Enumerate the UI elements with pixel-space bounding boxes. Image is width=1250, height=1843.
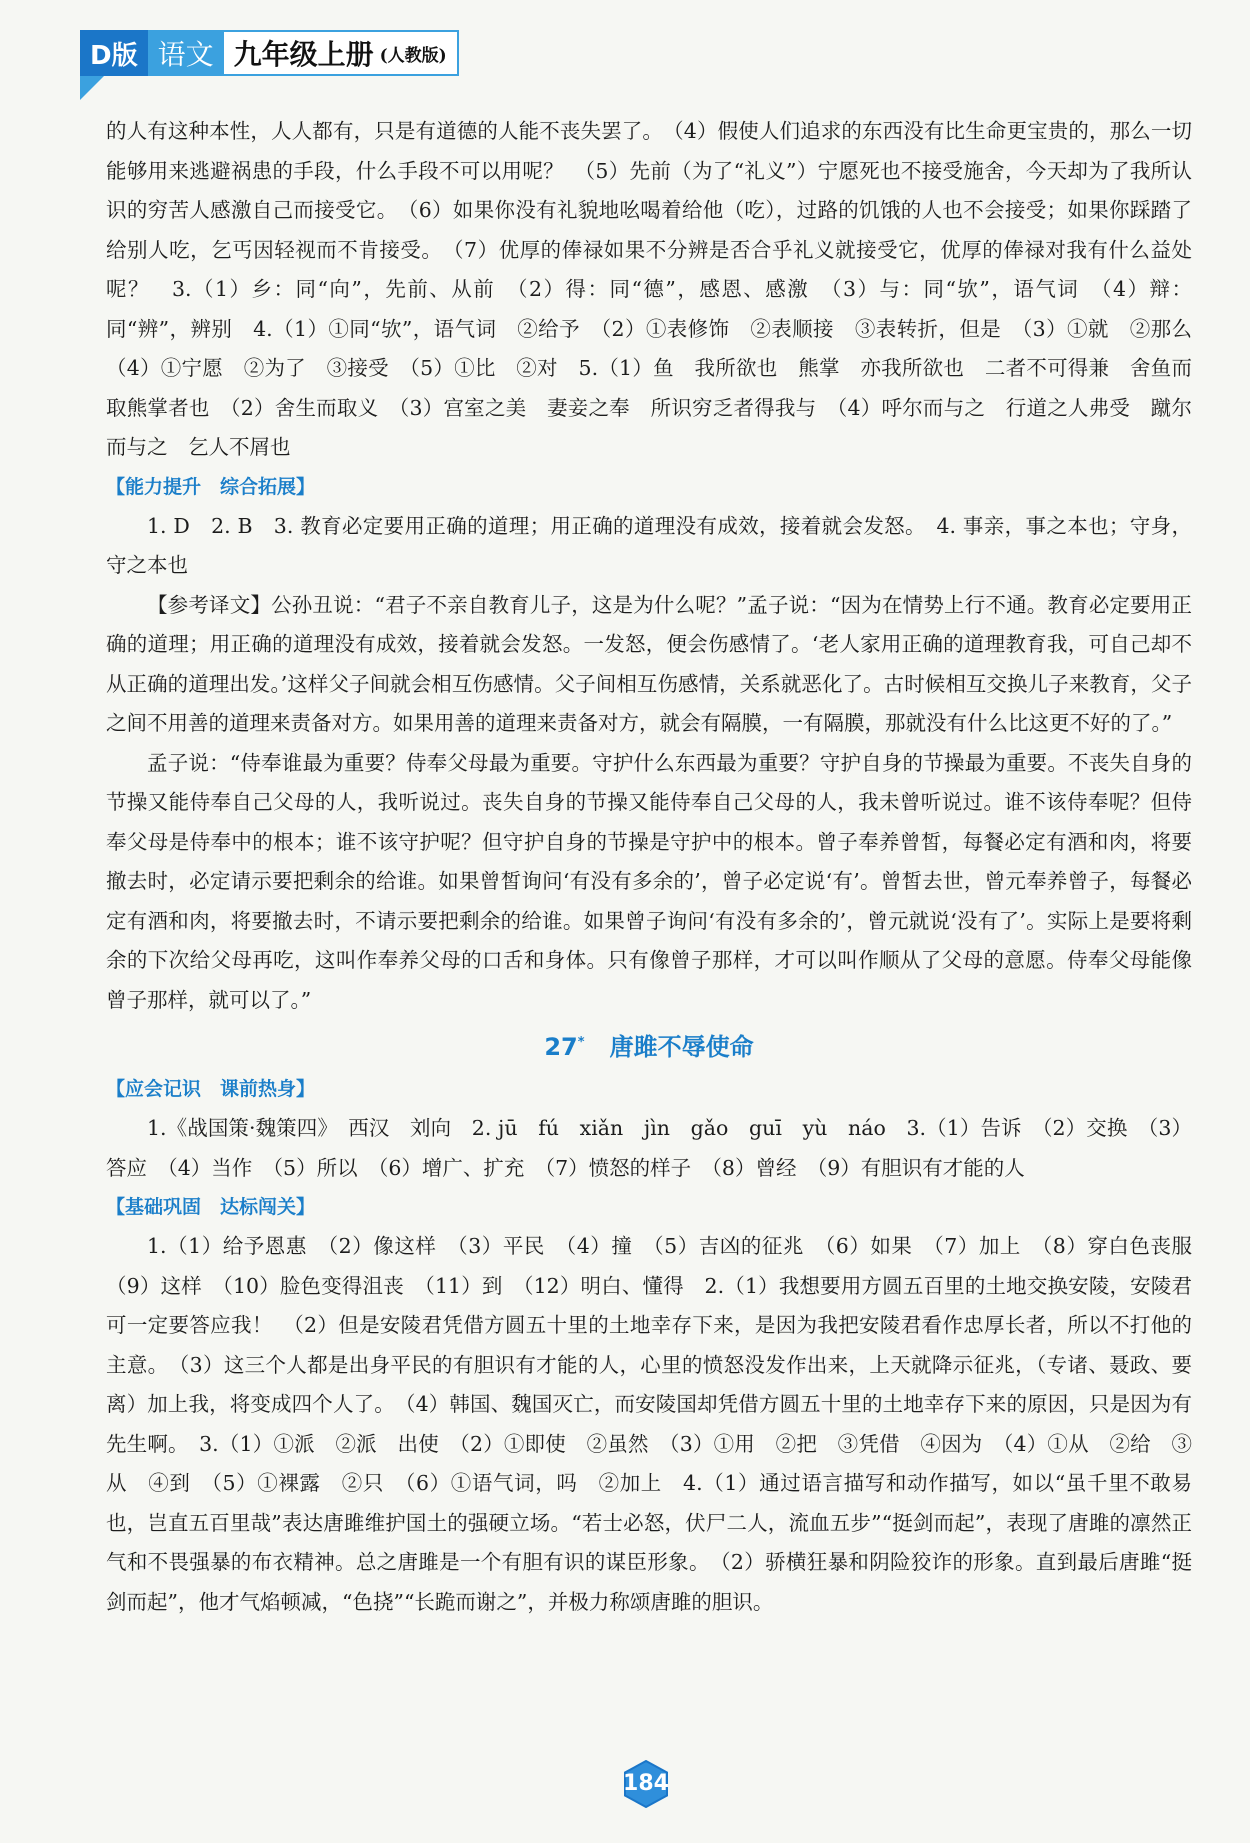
lesson-title: [106, 1020, 1192, 1070]
translation-paragraph-1: 【参考译文】公孙丑说：“君子不亲自教育儿子，这是为什么呢？”孟子说：“因为在情势上行不通。教育必定要用正确的道理；用正确的道理没有成效，接着就会发怒。一发怒，便会伤感情了。‘老人家用正确的道理教育我，可自己却不从正确的道理出发。’这样父子间就会相互伤感情。父子间相互伤感情，关系就恶化了。古时候相互交换儿子来教育，父子之间不用善的道理来责备对方。如果用善的道理来责备对方，就会有隔膜，一有隔膜，那就没有什么比这更不好的了。”: [106, 592, 1192, 735]
lesson-star: *: [577, 1035, 585, 1050]
answer-paragraph-1: 的人有这种本性，人人都有，只是有道德的人能不丧失罢了。 （4）假使人们追求的东西没有比生命更宝贵的，那么一切能够用来逃避祸患的手段，什么手段不可以用呢？ （5）先前（为了“礼义”）宁愿死也不接受施舍，今天却为了我所认识的穷苦人感激自己而接受它。 （6）如果你没有礼貌地吆喝着给他（吃），过路的饥饿的人也不会接受；如果你踩踏了给别人吃，乞丐因轻视而不肯接受。 （7）优厚的俸禄如果不分辨是否合乎礼义就接受它，优厚的俸禄对我有什么益处呢？ 3.（1）乡：同“向”，先前、从前 （2）得：同“德”，感恩、感激 （3）与：同“欤”，语气词 （4）辩：同“辨”，辨别 4.（1）①同“欤”，语气词 ②给予 （2）①表修饰 ②表顺接 ③表转折，但是 （3）①就 ②那么 （4）①宁愿 ②为了 ③接受 （5）①比 ②对 5.（1）鱼 我所欲也 熊掌 亦我所欲也 二者不可得兼 舍鱼而取熊掌者也 （2）舍生而取义 （3）宫室之美 妻妾之奉 所识穷乏者得我与 （4）呼尔而与之 行道之人弗受 蹴尔而与之 乞人不屑也: [106, 119, 1213, 459]
section-heading-ability: 【能力提升 综合拓展】: [106, 475, 316, 498]
translation-paragraph-2: 孟子说：“侍奉谁最为重要？侍奉父母最为重要。守护什么东西最为重要？守护自身的节操最为重要。不丧失自身的节操又能侍奉自己父母的人，我听说过。丧失自身的节操又能侍奉自己父母的人，我未曾听说过。谁不该侍奉呢？但侍奉父母是侍奉中的根本；谁不该守护呢？但守护自身的节操是守护中的根本。曾子奉养曾皙，每餐必定有酒和肉，将要撤去时，必定请示要把剩余的给谁。如果曾皙询问‘有没有多余的’，曾子必定说‘有’。曾皙去世，曾元奉养曾子，每餐必定有酒和肉，将要撤去时，不请示要把剩余的给谁。如果曾子询问‘有没有多余的’，曾元就说‘没有了’。实际上是要将剩余的下次给父母再吃，这叫作奉养父母的口舌和身体。只有像曾子那样，才可以叫作顺从了父母的意愿。侍奉父母能像曾子那样，就可以了。”: [106, 750, 1192, 1012]
lesson-name: 唐雎不辱使命: [609, 1033, 754, 1061]
answer-paragraph-2: 1. D 2. B 3. 教育必定要用正确的道理；用正确的道理没有成效，接着就会发怒。 4. 事亲，事之本也；守身，守之本也: [106, 513, 1192, 577]
section-heading-warmup: 【应会记识 课前热身】: [106, 1078, 316, 1100]
page-number: 184: [623, 1771, 669, 1796]
grade-label: [224, 30, 459, 76]
grade-text: 九年级上册: [233, 38, 374, 71]
edition-label: D版: [80, 30, 148, 76]
press-label: (人教版): [379, 45, 447, 66]
answer-paragraph-4: 1.（1）给予恩惠 （2）像这样 （3）平民 （4）撞 （5）吉凶的征兆 （6）如果 （7）加上 （8）穿白色丧服 （9）这样 （10）脸色变得沮丧 （11）到 （12）明白、懂得 2.（1）我想要用方圆五百里的土地交换安陵，安陵君可一定要答应我！ （2）但是安陵君凭借方圆五十里的土地幸存下来，是因为我把安陵君看作忠厚长者，所以不打他的主意。 （3）这三个人都是出身平民的有胆识有才能的人，心里的愤怒没发作出来，上天就降示征兆，（专诸、聂政、要离）加上我，将变成四个人了。 （4）韩国、魏国灭亡，而安陵国却凭借方圆五十里的土地幸存下来的原因，只是因为有先生啊。 3.（1）①派 ②派 出使 （2）①即使 ②虽然 （3）①用 ②把 ③凭借 ④因为 （4）①从 ②给 ③从 ④到 （5）①裸露 ②只 （6）①语气词，吗 ②加上 4.（1）通过语言描写和动作描写，如以“虽千里不敢易也，岂直五百里哉”表达唐雎维护国土的强硬立场。“若士必怒，伏尸二人，流血五步”“挺剑而起”，表现了唐雎的凛然正气和不畏强暴的布衣精神。总之唐雎是一个有胆有识的谋臣形象。 （2）骄横狂暴和阴险狡诈的形象。直到最后唐雎“挺剑而起”，他才气焰顿减，“色挠”“长跪而谢之”，并极力称颂唐雎的胆识。: [106, 1234, 1213, 1614]
subject-label: 语文: [148, 30, 224, 76]
book-header: [80, 30, 459, 76]
section-heading-basic: 【基础巩固 达标闯关】: [106, 1196, 316, 1218]
answer-paragraph-3: 1.《战国策·魏策四》 西汉 刘向 2. jū fú xiǎn jìn gǎo guī yù náo 3.（1）告诉 （2）交换 （3）答应 （4）当作 （5）所以 （6）增广、扩充 （7）愤怒的样子 （8）曾经 （9）有胆识有才能的人: [106, 1116, 1192, 1180]
header-corner-decoration: [80, 76, 104, 100]
lesson-number: 27: [544, 1033, 578, 1061]
page-content: [106, 112, 1213, 1622]
